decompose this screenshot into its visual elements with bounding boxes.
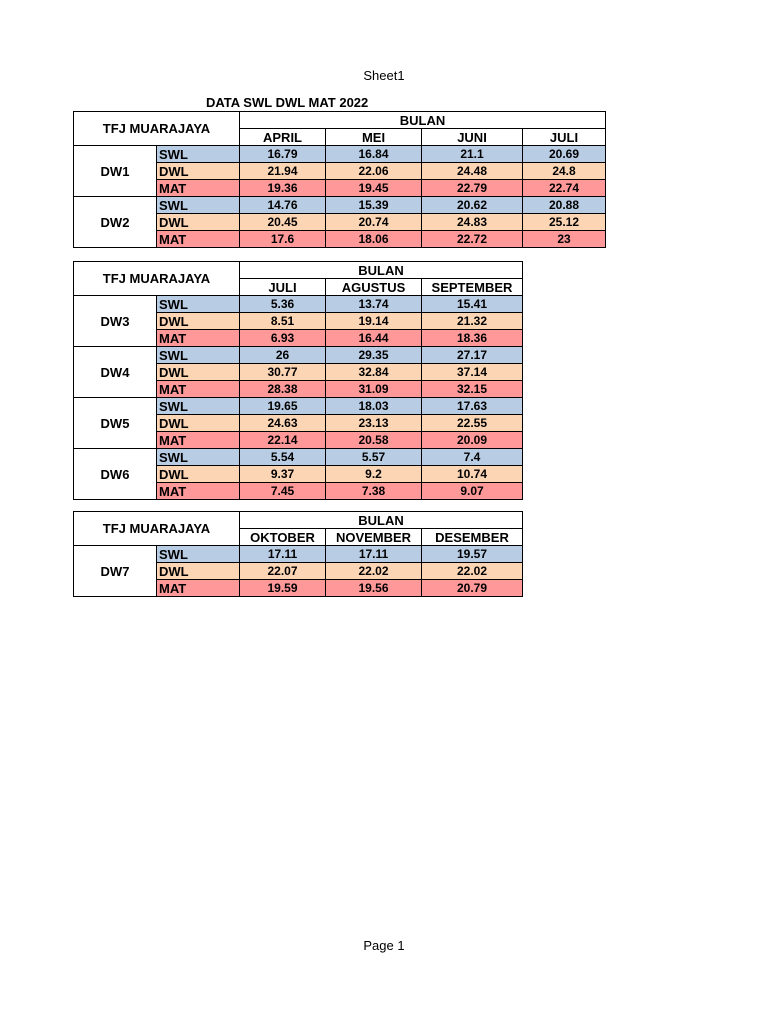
metric-label: SWL bbox=[157, 197, 240, 214]
metric-label: DWL bbox=[157, 163, 240, 180]
value-cell: 10.74 bbox=[422, 466, 523, 483]
value-cell: 19.36 bbox=[240, 180, 326, 197]
metric-label: SWL bbox=[157, 546, 240, 563]
value-cell: 31.09 bbox=[326, 381, 422, 398]
metric-label: DWL bbox=[157, 313, 240, 330]
month-header: JULI bbox=[523, 129, 606, 146]
value-cell: 22.06 bbox=[326, 163, 422, 180]
value-cell: 21.1 bbox=[422, 146, 523, 163]
metric-label: MAT bbox=[157, 483, 240, 500]
metric-label: MAT bbox=[157, 180, 240, 197]
value-cell: 19.65 bbox=[240, 398, 326, 415]
value-cell: 22.14 bbox=[240, 432, 326, 449]
value-cell: 7.4 bbox=[422, 449, 523, 466]
metric-label: DWL bbox=[157, 214, 240, 231]
metric-label: MAT bbox=[157, 432, 240, 449]
value-cell: 14.76 bbox=[240, 197, 326, 214]
value-cell: 16.84 bbox=[326, 146, 422, 163]
metric-label: DWL bbox=[157, 563, 240, 580]
value-cell: 19.57 bbox=[422, 546, 523, 563]
month-header: SEPTEMBER bbox=[422, 279, 523, 296]
value-cell: 9.07 bbox=[422, 483, 523, 500]
month-header: DESEMBER bbox=[422, 529, 523, 546]
station-header: TFJ MUARAJAYA bbox=[74, 262, 240, 296]
table-row bbox=[74, 146, 606, 163]
value-cell: 15.41 bbox=[422, 296, 523, 313]
well-name: DW7 bbox=[74, 546, 157, 597]
well-name: DW2 bbox=[74, 197, 157, 248]
value-cell: 19.45 bbox=[326, 180, 422, 197]
value-cell: 22.72 bbox=[422, 231, 523, 248]
table-row bbox=[74, 197, 606, 214]
value-cell: 5.54 bbox=[240, 449, 326, 466]
value-cell: 20.58 bbox=[326, 432, 422, 449]
value-cell: 16.79 bbox=[240, 146, 326, 163]
sheet-name: Sheet1 bbox=[363, 68, 405, 83]
header-row bbox=[74, 262, 523, 279]
page-number: Page 1 bbox=[363, 938, 405, 953]
metric-label: MAT bbox=[157, 231, 240, 248]
value-cell: 15.39 bbox=[326, 197, 422, 214]
value-cell: 22.55 bbox=[422, 415, 523, 432]
month-header: NOVEMBER bbox=[326, 529, 422, 546]
month-group-header: BULAN bbox=[240, 262, 523, 279]
value-cell: 20.79 bbox=[422, 580, 523, 597]
value-cell: 20.74 bbox=[326, 214, 422, 231]
month-group-header: BULAN bbox=[240, 512, 523, 529]
metric-label: SWL bbox=[157, 449, 240, 466]
value-cell: 22.74 bbox=[523, 180, 606, 197]
document-title: DATA SWL DWL MAT 2022 bbox=[206, 95, 369, 110]
value-cell: 22.02 bbox=[422, 563, 523, 580]
table-row bbox=[74, 296, 523, 313]
well-name: DW3 bbox=[74, 296, 157, 347]
well-name: DW5 bbox=[74, 398, 157, 449]
value-cell: 17.11 bbox=[240, 546, 326, 563]
metric-label: MAT bbox=[157, 381, 240, 398]
table-row bbox=[74, 546, 523, 563]
value-cell: 24.8 bbox=[523, 163, 606, 180]
header-row bbox=[74, 112, 606, 129]
value-cell: 17.63 bbox=[422, 398, 523, 415]
value-cell: 21.94 bbox=[240, 163, 326, 180]
value-cell: 18.06 bbox=[326, 231, 422, 248]
value-cell: 20.09 bbox=[422, 432, 523, 449]
value-cell: 32.15 bbox=[422, 381, 523, 398]
value-cell: 19.14 bbox=[326, 313, 422, 330]
month-header: OKTOBER bbox=[240, 529, 326, 546]
value-cell: 9.2 bbox=[326, 466, 422, 483]
metric-label: MAT bbox=[157, 330, 240, 347]
metric-label: MAT bbox=[157, 580, 240, 597]
metric-label: SWL bbox=[157, 398, 240, 415]
month-header: JUNI bbox=[422, 129, 523, 146]
value-cell: 25.12 bbox=[523, 214, 606, 231]
month-header: AGUSTUS bbox=[326, 279, 422, 296]
value-cell: 23 bbox=[523, 231, 606, 248]
value-cell: 24.63 bbox=[240, 415, 326, 432]
value-cell: 22.07 bbox=[240, 563, 326, 580]
well-name: DW4 bbox=[74, 347, 157, 398]
value-cell: 7.38 bbox=[326, 483, 422, 500]
value-cell: 18.03 bbox=[326, 398, 422, 415]
value-cell: 21.32 bbox=[422, 313, 523, 330]
value-cell: 7.45 bbox=[240, 483, 326, 500]
water-level-table-2 bbox=[73, 261, 523, 500]
value-cell: 23.13 bbox=[326, 415, 422, 432]
month-header: APRIL bbox=[240, 129, 326, 146]
value-cell: 20.45 bbox=[240, 214, 326, 231]
value-cell: 20.69 bbox=[523, 146, 606, 163]
value-cell: 18.36 bbox=[422, 330, 523, 347]
value-cell: 22.79 bbox=[422, 180, 523, 197]
value-cell: 20.88 bbox=[523, 197, 606, 214]
month-group-header: BULAN bbox=[240, 112, 606, 129]
value-cell: 19.56 bbox=[326, 580, 422, 597]
metric-label: DWL bbox=[157, 466, 240, 483]
value-cell: 17.11 bbox=[326, 546, 422, 563]
value-cell: 22.02 bbox=[326, 563, 422, 580]
metric-label: DWL bbox=[157, 364, 240, 381]
value-cell: 30.77 bbox=[240, 364, 326, 381]
metric-label: SWL bbox=[157, 296, 240, 313]
metric-label: SWL bbox=[157, 146, 240, 163]
value-cell: 27.17 bbox=[422, 347, 523, 364]
value-cell: 9.37 bbox=[240, 466, 326, 483]
value-cell: 26 bbox=[240, 347, 326, 364]
value-cell: 8.51 bbox=[240, 313, 326, 330]
value-cell: 17.6 bbox=[240, 231, 326, 248]
table-row bbox=[74, 347, 523, 364]
water-level-table-3 bbox=[73, 511, 523, 597]
station-header: TFJ MUARAJAYA bbox=[74, 112, 240, 146]
metric-label: DWL bbox=[157, 415, 240, 432]
value-cell: 28.38 bbox=[240, 381, 326, 398]
table-row bbox=[74, 398, 523, 415]
value-cell: 20.62 bbox=[422, 197, 523, 214]
station-header: TFJ MUARAJAYA bbox=[74, 512, 240, 546]
metric-label: SWL bbox=[157, 347, 240, 364]
water-level-table-1 bbox=[73, 111, 606, 248]
well-name: DW1 bbox=[74, 146, 157, 197]
value-cell: 5.57 bbox=[326, 449, 422, 466]
value-cell: 19.59 bbox=[240, 580, 326, 597]
value-cell: 37.14 bbox=[422, 364, 523, 381]
table-row bbox=[74, 449, 523, 466]
value-cell: 29.35 bbox=[326, 347, 422, 364]
header-row bbox=[74, 512, 523, 529]
value-cell: 6.93 bbox=[240, 330, 326, 347]
well-name: DW6 bbox=[74, 449, 157, 500]
value-cell: 5.36 bbox=[240, 296, 326, 313]
value-cell: 24.83 bbox=[422, 214, 523, 231]
value-cell: 16.44 bbox=[326, 330, 422, 347]
month-header: MEI bbox=[326, 129, 422, 146]
value-cell: 13.74 bbox=[326, 296, 422, 313]
month-header: JULI bbox=[240, 279, 326, 296]
value-cell: 32.84 bbox=[326, 364, 422, 381]
value-cell: 24.48 bbox=[422, 163, 523, 180]
